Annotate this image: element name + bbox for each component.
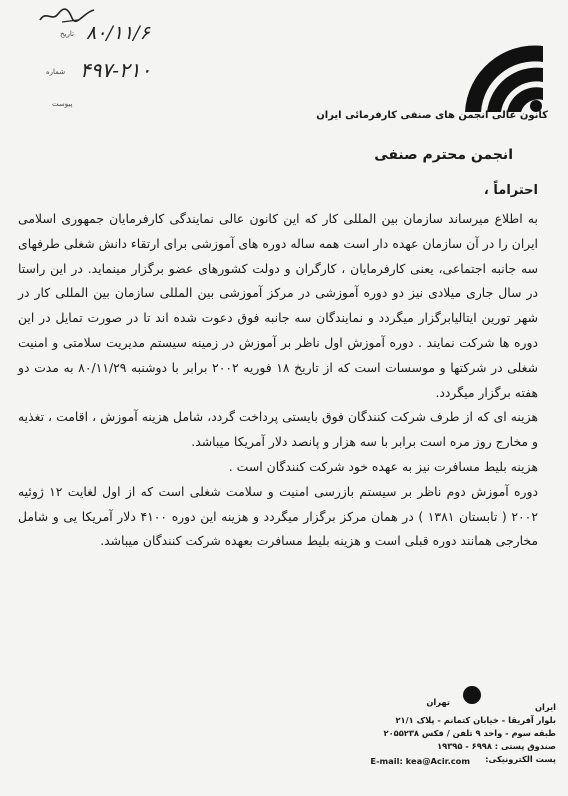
address-line: صندوق پستی : ۶۹۹۸ - ۱۹۳۹۵ xyxy=(437,741,556,751)
address-city: تهران xyxy=(426,697,450,707)
address-line: ایران xyxy=(534,702,556,712)
number-label: شماره xyxy=(46,68,66,76)
date-value: ۸۰/۱۱/۶ xyxy=(86,22,150,44)
number-value: ۴۹۷-۲۱۰ xyxy=(80,58,152,82)
attachment-label: پیوست xyxy=(52,100,73,108)
organization-logo xyxy=(443,42,548,114)
paragraph-intro: به اطلاع میرساند سازمان بین المللی کار که این کانون عالی نمایندگی کارفرمایان جمهوری اسلامی ایران را در آن سازمان عهده دار است همه ساله دوره های آموزشی برای ارتقاء دانش شغلی طرفهای سه جانبه اجتماعی، یعنی کارفرمایان ، کارگران و دولت کشورهای عضو برگزار مینماید. در این راستا در سال جاری میلادی نیز دو دوره آموزشی در مرکز آموزشی بین المللی سازمان بین المللی کار در شهر تورین ایتالیابرگزار میگردد و نمایندگان سه جانبه فوق دعوت شده اند تا در صورت تمایل در این دوره ها شرکت نمایند . دوره آموزش اول ناظر بر آموزش در زمینه سیستم مدیریت سلامتی و امنیت شغلی در شرکتها و موسسات است که از تاریخ ۱۸ فوریه ۲۰۰۲ برابر با دوشنبه ۸۰/۱۱/۲۹ به مدت دو هفته برگزار میگردد. xyxy=(18,211,538,400)
logo-arcs-icon xyxy=(443,42,548,114)
address-line: بلوار آفریقا - خیابان کتمانم - پلاک ۲۱/۱ xyxy=(395,715,556,725)
paragraph-ticket: هزینه بلیط مسافرت نیز به عهده خود شرکت کنندگان است . xyxy=(228,458,538,474)
date-label: تاریخ xyxy=(60,30,74,38)
address-city-block xyxy=(370,696,450,709)
organization-name: کانون عالی انجمن های صنفی کارفرمائی ایران xyxy=(316,110,548,121)
address-line: پست الکترونیکی: xyxy=(485,754,556,764)
paragraph-costs: هزینه ای که از طرف شرکت کنندگان فوق بایستی پرداخت گردد، شامل هزینه آموزش ، اقامت ، تغذیه و مخارج روز مره است برابر با سه هزار و پانصد دلار آمریکا میباشد. xyxy=(18,409,538,450)
email-address: E-mail: kea@Acir.com xyxy=(370,756,470,766)
letter-body xyxy=(18,207,538,554)
address-line: طبقه سوم - واحد ۹ تلفن / فکس ۲۰۵۵۲۳۸ xyxy=(383,728,556,738)
paragraph-second-course: دوره آموزش دوم ناظر بر سیستم بازرسی امنیت و سلامت شغلی است که از اول لغایت ۱۲ ژوئیه ۲۰۰۲ ( تابستان ۱۳۸۱ ) در همان مرکز برگزار میگردد و هزینه این دوره ۴۱۰۰ دلار آمریکا یی و شامل مخارجی همانند دوره قبلی است و هزینه بلیط مسافرت بعهده شرکت کنندگان میباشد. xyxy=(18,483,538,549)
salutation: انجمن محترم صنفی xyxy=(374,147,513,163)
greeting: احتراماً ، xyxy=(483,183,538,198)
